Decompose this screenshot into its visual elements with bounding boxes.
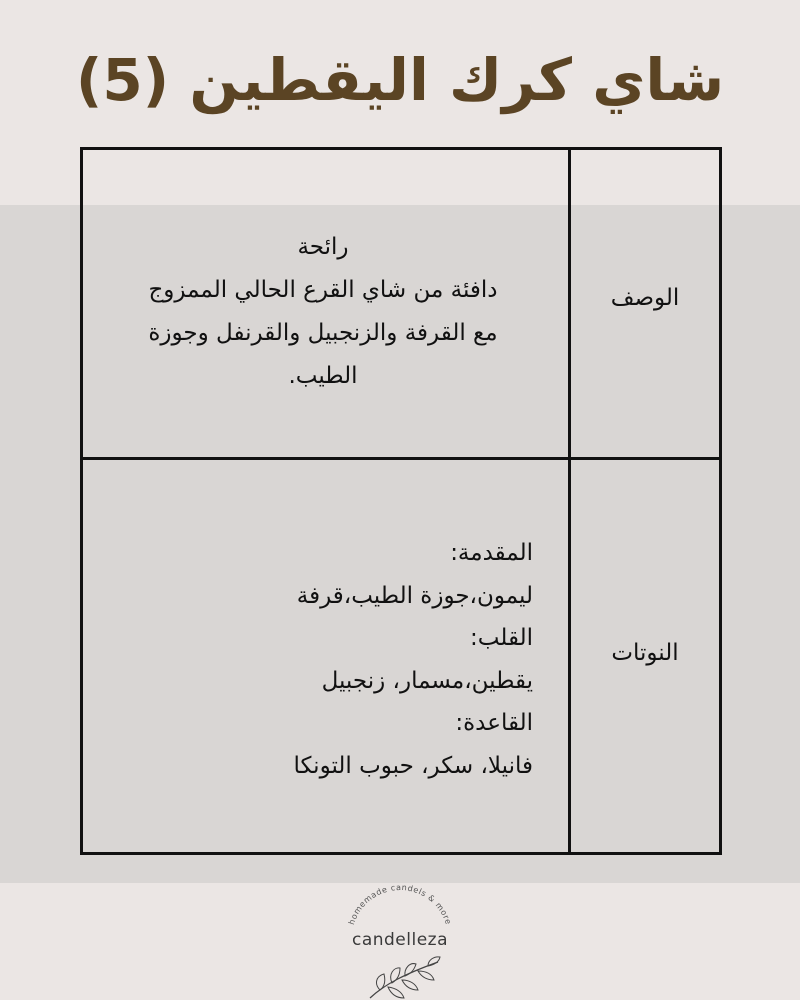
notes-label: النوتات — [611, 640, 679, 666]
page-title: (5) شاي كرك اليقطين — [75, 46, 725, 114]
logo-tagline: homemade candels & more — [347, 882, 453, 926]
notes-top-heading: المقدمة: — [450, 540, 533, 566]
description-line: رائحة — [297, 234, 349, 260]
table-vertical-divider — [568, 150, 571, 852]
perfume-table — [80, 147, 722, 855]
description-line: مع القرفة والزنجبيل والقرنفل وجوزة — [148, 320, 498, 346]
logo-name: candelleza — [351, 930, 449, 950]
description-line: الطيب. — [288, 363, 358, 389]
svg-text:homemade candels & more — [347, 883, 453, 926]
description-label: الوصف — [610, 285, 680, 311]
description-line: دافئة من شاي القرع الحالي الممزوج — [148, 277, 498, 303]
notes-heart-values: يقطين،مسمار، زنجبيل — [321, 667, 533, 694]
table-horizontal-divider — [83, 457, 719, 460]
brand-logo — [330, 880, 470, 1000]
description-text — [103, 226, 543, 398]
notes-heart-heading: القلب: — [470, 625, 533, 651]
notes-text — [233, 532, 533, 787]
notes-top-values: ليمون،جوزة الطيب،قرفة — [296, 582, 533, 609]
notes-base-values: فانيلا، سكر، حبوب التونكا — [293, 752, 533, 779]
notes-base-heading: القاعدة: — [455, 710, 533, 736]
leaf-branch-icon — [350, 954, 450, 1000]
